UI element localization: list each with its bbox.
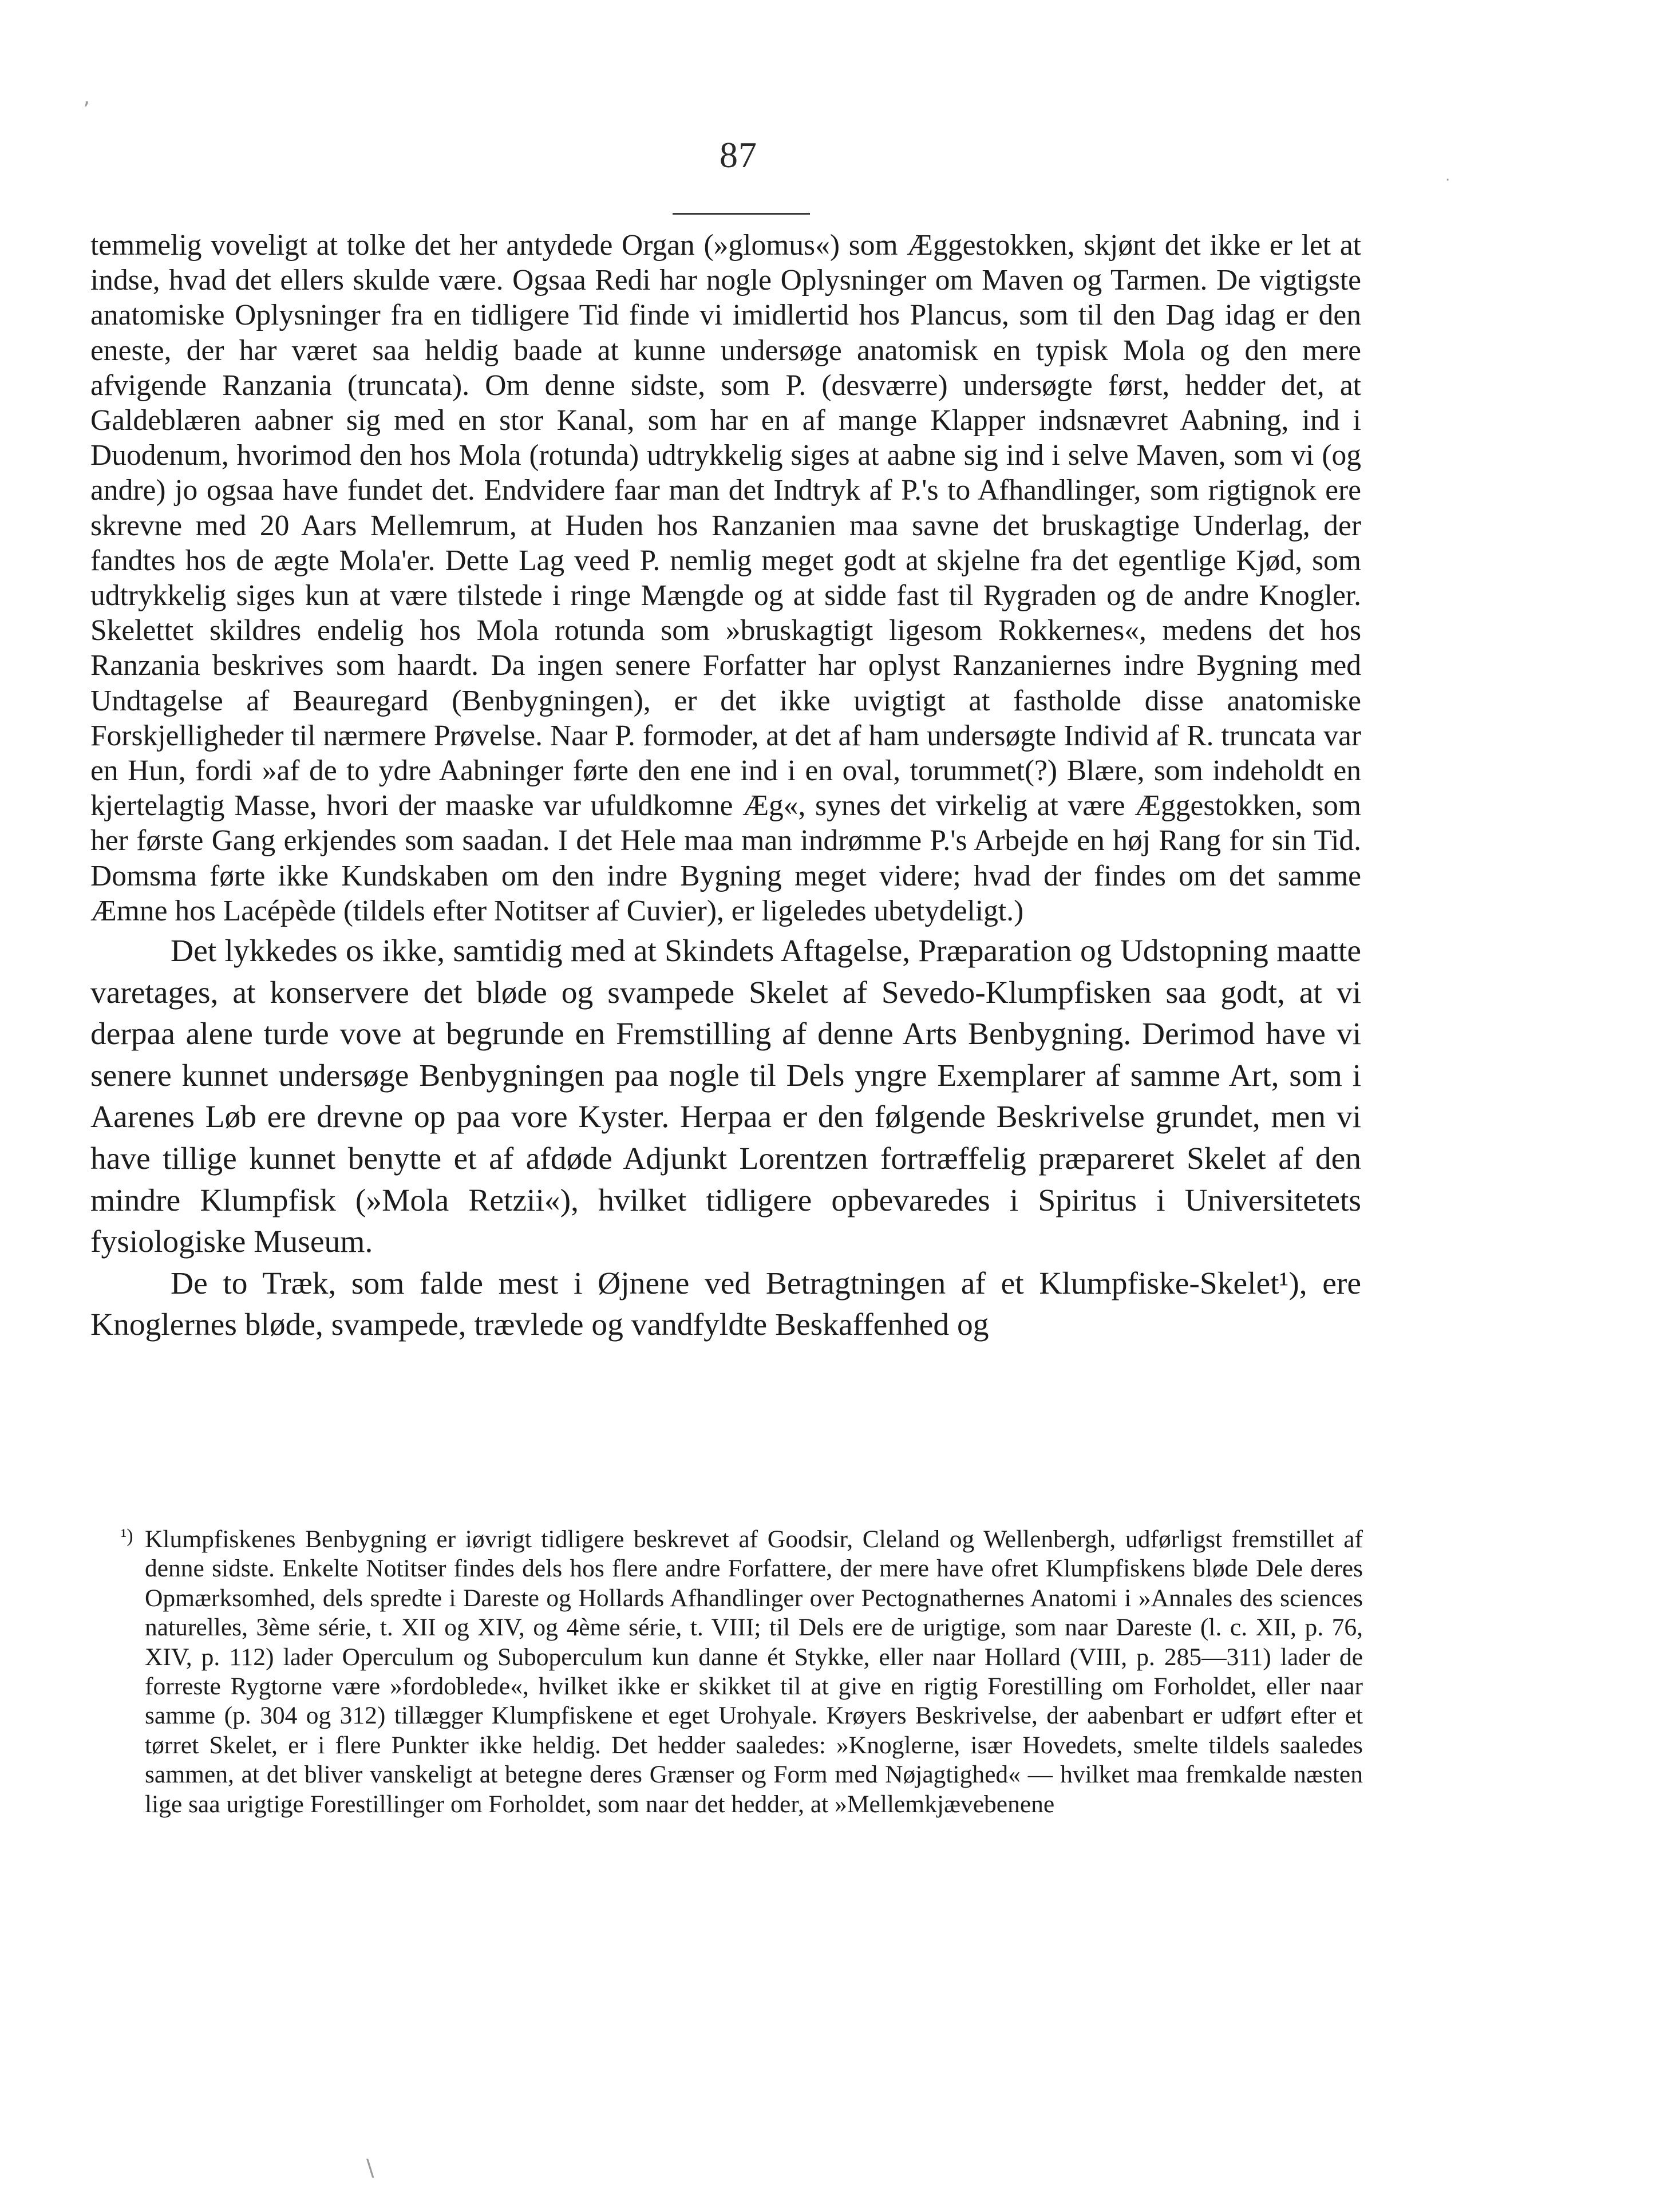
page-number: 87 (720, 135, 757, 175)
paragraph-anatomy-history: temmelig voveligt at tolke det her antydede Organ (»glomus«) som Æggestokken, skjønt det ikke er let at indse, hvad det ellers skulde være. Ogsaa Redi har nogle Oplysninger om Maven og Tarmen. De vigtigste anatomiske Oplysninger fra en tidligere Tid finde vi imidlertid hos Plancus, som til den Dag idag er den eneste, der har været saa heldig baade at kunne undersøge anatomisk en typisk Mola og den mere afvigende Ranzania (truncata). Om denne sidste, som P. (desværre) undersøgte først, hedder det, at Galdeblæren aabner sig med en stor Kanal, som har en af mange Klapper indsnævret Aabning, ind i Duodenum, hvorimod den hos Mola (rotunda) udtrykkelig siges at aabne sig ind i selve Maven, som vi (og andre) jo ogsaa have fundet det. Endvidere faar man det Indtryk af P.'s to Afhandlinger, som rigtignok ere skrevne med 20 Aars Mellemrum, at Huden hos Ranzanien maa savne det bruskagtige Underlag, der fandtes hos de ægte Mola'er. Dette Lag veed P. nemlig meget godt at skjelne fra det egentlige Kjød, som udtrykkelig siges kun at være tilstede i ringe Mængde og at sidde fast til Rygraden og de andre Knogler. Skelettet skildres endelig hos Mola rotunda som »bruskagtigt ligesom Rokkernes«, medens det hos Ranzania beskrives som haardt. Da ingen senere Forfatter har oplyst Ranzaniernes indre Bygning med Undtagelse af Beauregard (Benbygningen), er det ikke uvigtigt at fastholde disse anatomiske Forskjelligheder til nærmere Prøvelse. Naar P. formoder, at det af ham undersøgte Individ af R. truncata var en Hun, fordi »af de to ydre Aabninger førte den ene ind i en oval, torummet(?) Blære, som indeholdt en kjertelagtig Masse, hvori der maaske var ufuldkomne Æg«, synes det virkelig at være Æggestokken, som her første Gang erkjendes som saadan. I det Hele maa man indrømme P.'s Arbejde en høj Rang for sin Tid. Domsma førte ikke Kundskaben om den indre Bygning meget videre; hvad der findes om det samme Æmne hos Lacépède (tildels efter Notitser af Cuvier), er ligeledes ubetydeligt.) (90, 229, 1361, 927)
scan-speck-top-left: ʼ (83, 97, 90, 122)
scan-speck-top-right: · (1445, 172, 1450, 189)
scan-speck-bottom: \ (366, 2155, 374, 2181)
main-text (90, 228, 1361, 1346)
footnote-text: Klumpfiskenes Benbygning er iøvrigt tidligere beskrevet af Goodsir, Cleland og Wellenbergh, udførligst fremstillet af denne sidste. Enkelte Notitser findes dels hos flere andre Forfattere, der mere have ofret Klumpfiskens bløde Dele deres Opmærksomhed, dels spredte i Dareste og Hollards Afhandlinger over Pectognathernes Anatomi i »Annales des sciences naturelles, 3ème série, t. XII og XIV, og 4ème série, t. VIII; til Dels ere de urigtige, som naar Dareste (l. c. XII, p. 76, XIV, p. 112) lader Operculum og Suboperculum kun danne ét Stykke, eller naar Hollard (VIII, p. 285—311) lader de forreste Rygtorne være »fordoblede«, hvilket ikke er skikket til at give en rigtig Forestilling om Forholdet, eller naar samme (p. 304 og 312) tillægger Klumpfiskene et eget Urohyale. Krøyers Beskrivelse, der aabenbart er udført efter et tørret Skelet, er i flere Punkter ikke heldig. Det hedder saaledes: »Knoglerne, især Hovedets, smelte tildels saaledes sammen, at det bliver vanskeligt at betegne deres Grænser og Form med Nøjagtighed« — hvilket maa fremkalde næsten lige saa urigtige Forestillinger om Forholdet, som naar det hedder, at »Mellemkjævebenene (145, 1525, 1363, 1818)
footnote (121, 1525, 1363, 1819)
footnote-marker: ¹) (121, 1525, 133, 1547)
paragraph-skeleton-features: De to Træk, som falde mest i Øjnene ved Betragtningen af et Klumpfiske-Skelet¹), ere Knoglernes bløde, svampede, trævlede og vandfyldte Beskaffenhed og (90, 1266, 1361, 1343)
page-number-underline (673, 213, 810, 215)
paragraph-skeleton-preparation: Det lykkedes os ikke, samtidig med at Skindets Aftagelse, Præparation og Udstopning maatte varetages, at konservere det bløde og svampede Skelet af Sevedo-Klumpfisken saa godt, at vi derpaa alene turde vove at begrunde en Fremstilling af denne Arts Benbygning. Derimod have vi senere kunnet undersøge Benbygningen paa nogle til Dels yngre Exemplarer af samme Art, som i Aarenes Løb ere drevne op paa vore Kyster. Herpaa er den følgende Beskrivelse grundet, men vi have tillige kunnet benytte et af afdøde Adjunkt Lorentzen fortræffelig præpareret Skelet af den mindre Klumpfisk (»Mola Retzii«), hvilket tidligere opbevaredes i Spiritus i Universitetets fysiologiske Museum. (90, 934, 1361, 1260)
